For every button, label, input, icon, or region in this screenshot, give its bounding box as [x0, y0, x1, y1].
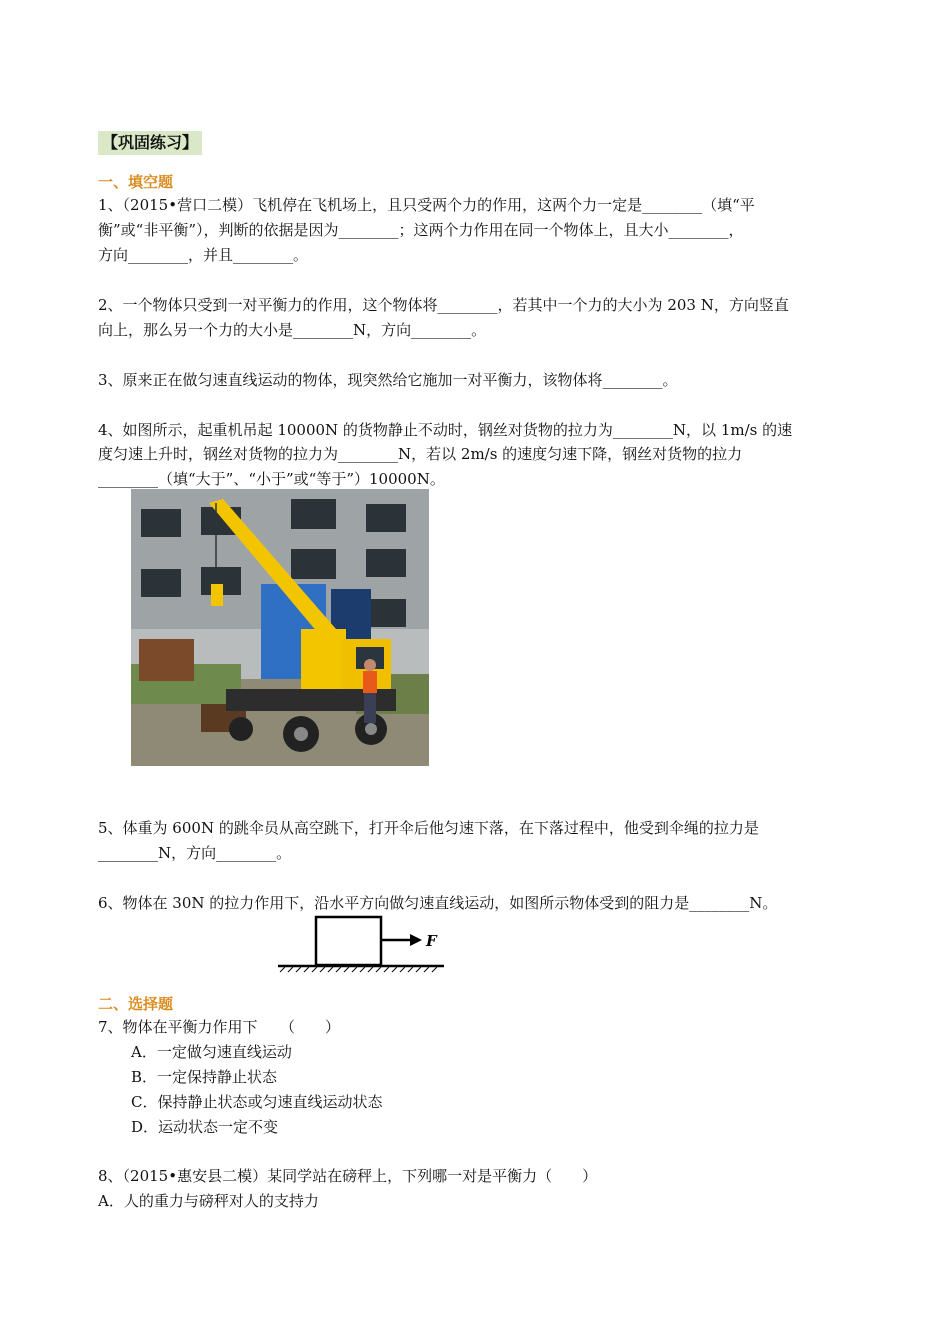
q1-line-1: 1、（2015•营口二模）飞机停在飞机场上，且只受两个力的作用，这两个力一定是________（填“平 [98, 196, 755, 214]
q7-option-a: A．一定做匀速直线运动 [131, 1043, 292, 1061]
q5-line-1: 5、体重为 600N 的跳伞员从高空跳下，打开伞后他匀速下落，在下落过程中，他受到伞绳的拉力是 [98, 819, 759, 837]
q7-option-b: B．一定保持静止状态 [131, 1068, 278, 1086]
q4-line-2: 度匀速上升时，钢丝对货物的拉力为________N，若以 2m/s 的速度匀速下降，钢丝对货物的拉力 [98, 445, 743, 463]
section-choice: 二、选择题 [98, 995, 174, 1013]
block-force-diagram [276, 915, 446, 975]
q8-option-a: A．人的重力与磅秤对人的支持力 [98, 1192, 319, 1210]
section-fill-in: 一、填空题 [98, 173, 174, 191]
q8-stem: 8、（2015•惠安县二模）某同学站在磅秤上，下列哪一对是平衡力（ ） [98, 1167, 598, 1185]
crane-truck-photo [131, 489, 429, 766]
q2-line-2: 向上，那么另一个力的大小是________N，方向________。 [98, 321, 487, 339]
q4-line-3: ________（填“大于”、“小于”或“等于”）10000N。 [98, 470, 445, 488]
q2-line-1: 2、一个物体只受到一对平衡力的作用，这个物体将________，若其中一个力的大小为 203 N，方向竖直 [98, 296, 789, 314]
q5-line-2: ________N，方向________。 [98, 844, 292, 862]
q6-line-1: 6、物体在 30N 的拉力作用下，沿水平方向做匀速直线运动，如图所示物体受到的阻力是________N。 [98, 894, 778, 912]
q7-stem: 7、物体在平衡力作用下 （ ） [98, 1018, 341, 1036]
exercise-title: 【巩固练习】 [98, 131, 202, 155]
q4-line-1: 4、如图所示，起重机吊起 10000N 的货物静止不动时，钢丝对货物的拉力为________N，以 1m/s 的速 [98, 421, 793, 439]
q7-option-d: D．运动状态一定不变 [131, 1118, 279, 1136]
q1-line-3: 方向________，并且________。 [98, 246, 309, 264]
q7-option-c: C．保持静止状态或匀速直线运动状态 [131, 1093, 383, 1111]
force-label-f: F [426, 932, 437, 950]
q1-line-2: 衡”或“非平衡”），判断的依据是因为________；这两个力作用在同一个物体上，且大小________， [98, 221, 744, 239]
q3-line-1: 3、原来正在做匀速直线运动的物体，现突然给它施加一对平衡力，该物体将________。 [98, 371, 678, 389]
